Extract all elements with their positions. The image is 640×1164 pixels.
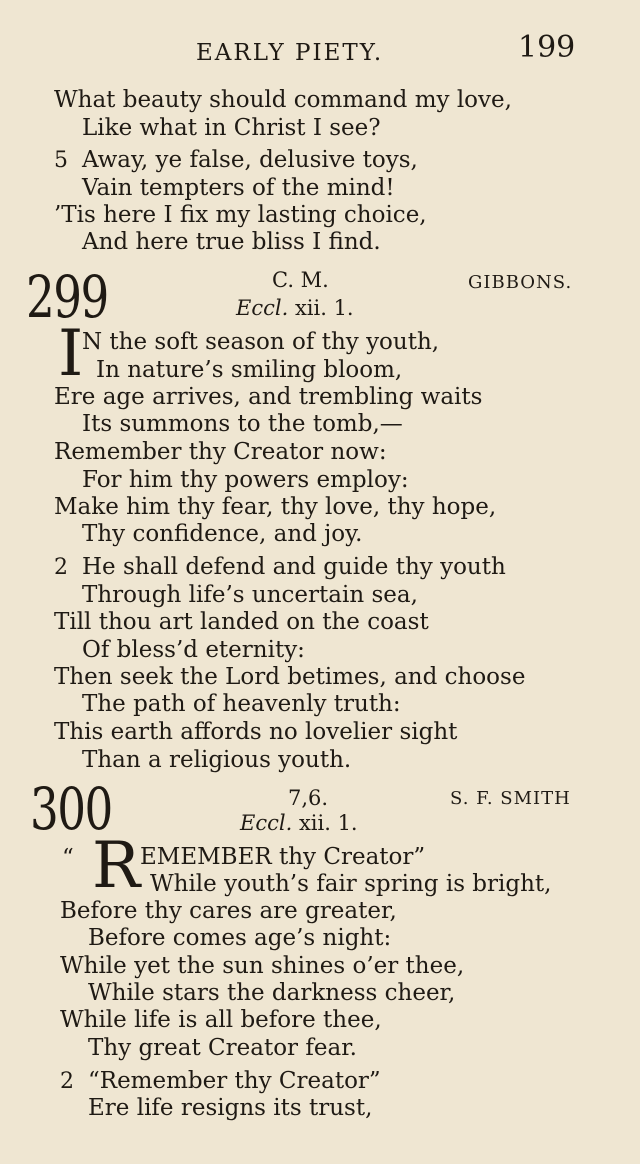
hymn-number: 300 — [30, 775, 112, 843]
text-line: He shall defend and guide thy youth — [82, 554, 506, 580]
text-line: Like what in Christ I see? — [82, 115, 381, 141]
reference-chapter-verse: xii. 1. — [298, 811, 358, 835]
scripture-reference — [236, 296, 354, 320]
text-line: Thy great Creator fear. — [88, 1035, 357, 1061]
running-head: EARLY PIETY. — [196, 40, 384, 66]
text-line: Of bless’d eternity: — [82, 637, 305, 663]
text-line: ’Tis here I fix my lasting choice, — [54, 202, 427, 228]
reference-book: Eccl. — [236, 296, 289, 320]
text-line: What beauty should command my love, — [54, 87, 512, 113]
text-line: Till thou art landed on the coast — [54, 609, 429, 635]
text-line: Its summons to the tomb,— — [82, 411, 403, 437]
text-line: “Remember thy Creator” — [88, 1068, 381, 1094]
text-line: And here true bliss I find. — [82, 229, 381, 255]
drop-cap: I — [58, 317, 84, 391]
scripture-reference — [240, 811, 358, 835]
text-line: Through life’s uncertain sea, — [82, 582, 418, 608]
text-line: Away, ye false, delusive toys, — [82, 147, 418, 173]
verse-number: 2 — [54, 555, 68, 580]
text-line: Ere life resigns its trust, — [88, 1095, 373, 1121]
text-line: Than a religious youth. — [82, 747, 352, 773]
text-line: In nature’s smiling bloom, — [96, 357, 403, 383]
reference-chapter-verse: xii. 1. — [294, 296, 354, 320]
page-number: 199 — [518, 30, 576, 65]
hymn-meter: 7,6. — [288, 786, 329, 810]
text-line: Remember thy Creator now: — [54, 439, 387, 465]
text-line: While yet the sun shines o’er thee, — [60, 953, 465, 979]
reference-book: Eccl. — [240, 811, 293, 835]
text-line: Then seek the Lord betimes, and choose — [54, 664, 526, 690]
text-line: Before thy cares are greater, — [60, 898, 397, 924]
hymn-number: 299 — [26, 263, 108, 331]
drop-cap: R — [92, 829, 141, 903]
open-quote: “ — [62, 845, 74, 871]
text-line: For him thy powers employ: — [82, 467, 409, 493]
text-line: Make him thy fear, thy love, thy hope, — [54, 494, 497, 520]
text-line: While youth’s fair spring is bright, — [150, 871, 552, 897]
text-line: Thy confidence, and joy. — [82, 521, 363, 547]
text-line: Ere age arrives, and trembling waits — [54, 384, 483, 410]
text-line: Before comes age’s night: — [88, 925, 392, 951]
verse-number: 2 — [60, 1069, 74, 1094]
text-line: Vain tempters of the mind! — [82, 175, 395, 201]
text-line: EMEMBER thy Creator” — [140, 844, 426, 870]
text-line: N the soft season of thy youth, — [82, 329, 440, 355]
hymn-meter: C. M. — [272, 268, 329, 292]
hymn-composer: S. F. SMITH — [450, 788, 571, 809]
text-line: While stars the darkness cheer, — [88, 980, 456, 1006]
text-line: This earth affords no lovelier sight — [54, 719, 458, 745]
text-line: While life is all before thee, — [60, 1007, 382, 1033]
verse-number: 5 — [54, 148, 68, 173]
hymn-composer: GIBBONS. — [468, 272, 573, 293]
text-line: The path of heavenly truth: — [82, 691, 401, 717]
